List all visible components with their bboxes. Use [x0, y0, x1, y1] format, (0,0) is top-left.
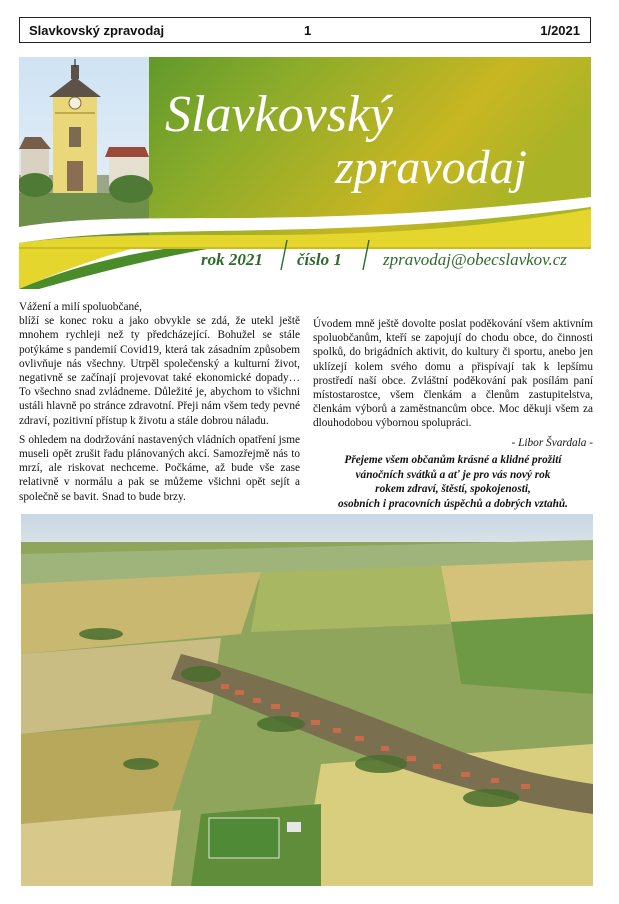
publication-name: Slavkovský zpravodaj: [29, 23, 165, 38]
wish-line-2: vánočních svátků a ať je pro vás nový rok: [355, 468, 551, 481]
signature: - Libor Švardala -: [511, 436, 593, 449]
masthead-issue-number: číslo 1: [297, 250, 342, 269]
wish-line-3: rokem zdraví, štěstí, spokojenosti,: [375, 483, 531, 496]
aerial-village-photo: [21, 514, 593, 886]
holiday-wish: [313, 453, 593, 511]
article-right-column: [313, 317, 593, 450]
page-header-bar: [19, 17, 591, 43]
church-tower-photo: [19, 57, 153, 245]
issue-number: 1/2021: [540, 23, 580, 38]
masthead-title-line1: Slavkovský: [165, 86, 394, 143]
wish-line-1: Přejeme všem občanům krásné a klidné prožití: [344, 454, 562, 466]
wish-line-4: osobních i pracovních úspěchů a dobrých vztahů.: [337, 497, 569, 510]
article-paragraph-3: Úvodem mně ještě dovolte poslat poděkování všem aktivním spoluobčanům, kteří se zapojují do chodu obce, do činnosti spolků, do brigádních aktivit, do kultury či sportu, anebo jen uklízejí kolem svého domu a přispívají tak k lepšímu prostředí naší obce. Zvláštní poděkování pak posílám paní místostarostce, všem členkám a členům zastupitelstva, členkám výborů a zaměstnancům obce. Moc děkuji všem za dlouhodobou výbornou spolupráci.: [313, 318, 593, 430]
article-paragraph-1: blíží se konec roku a jako obvykle se zdá, že utekl ještě mnohem rychleji než ty předcházející. Bohužel se stále potýkáme s pandemií Covid19, která tak zásadním způsobem ovlivňuje nás všechny. Utrpěl společenský a kulturní život, negativně se začínají projevovat také ekonomické dopady… To všechno snad zvládneme. Důležité je, abychom to všichni ustáli hlavně po stránce zdravotní. Přeji nám všem tedy pevné zdraví, pozitivní přístup k životu a stále dobrou náladu.: [19, 315, 300, 427]
article-left-column: [19, 300, 300, 509]
masthead-title-line2: zpravodaj: [335, 141, 527, 194]
article-paragraph-2: S ohledem na dodržování nastavených vládních opatření jsme museli opět zrušit řadu plánovaných akcí. Samozřejmě nás to mrzí, ale riskovat nechceme. Počkáme, až bude vše zase relativně v normálu a pak se můžeme všichni opět sejít a společně se bavit. Snad to bude brzy.: [19, 433, 300, 503]
masthead-email: zpravodaj@obecslavkov.cz: [383, 250, 567, 269]
masthead-year: rok 2021: [201, 250, 263, 269]
masthead-graphic: [19, 57, 591, 289]
page-number: 1: [304, 23, 312, 38]
greeting: Vážení a milí spoluobčané,: [19, 301, 142, 313]
masthead: [19, 57, 591, 289]
